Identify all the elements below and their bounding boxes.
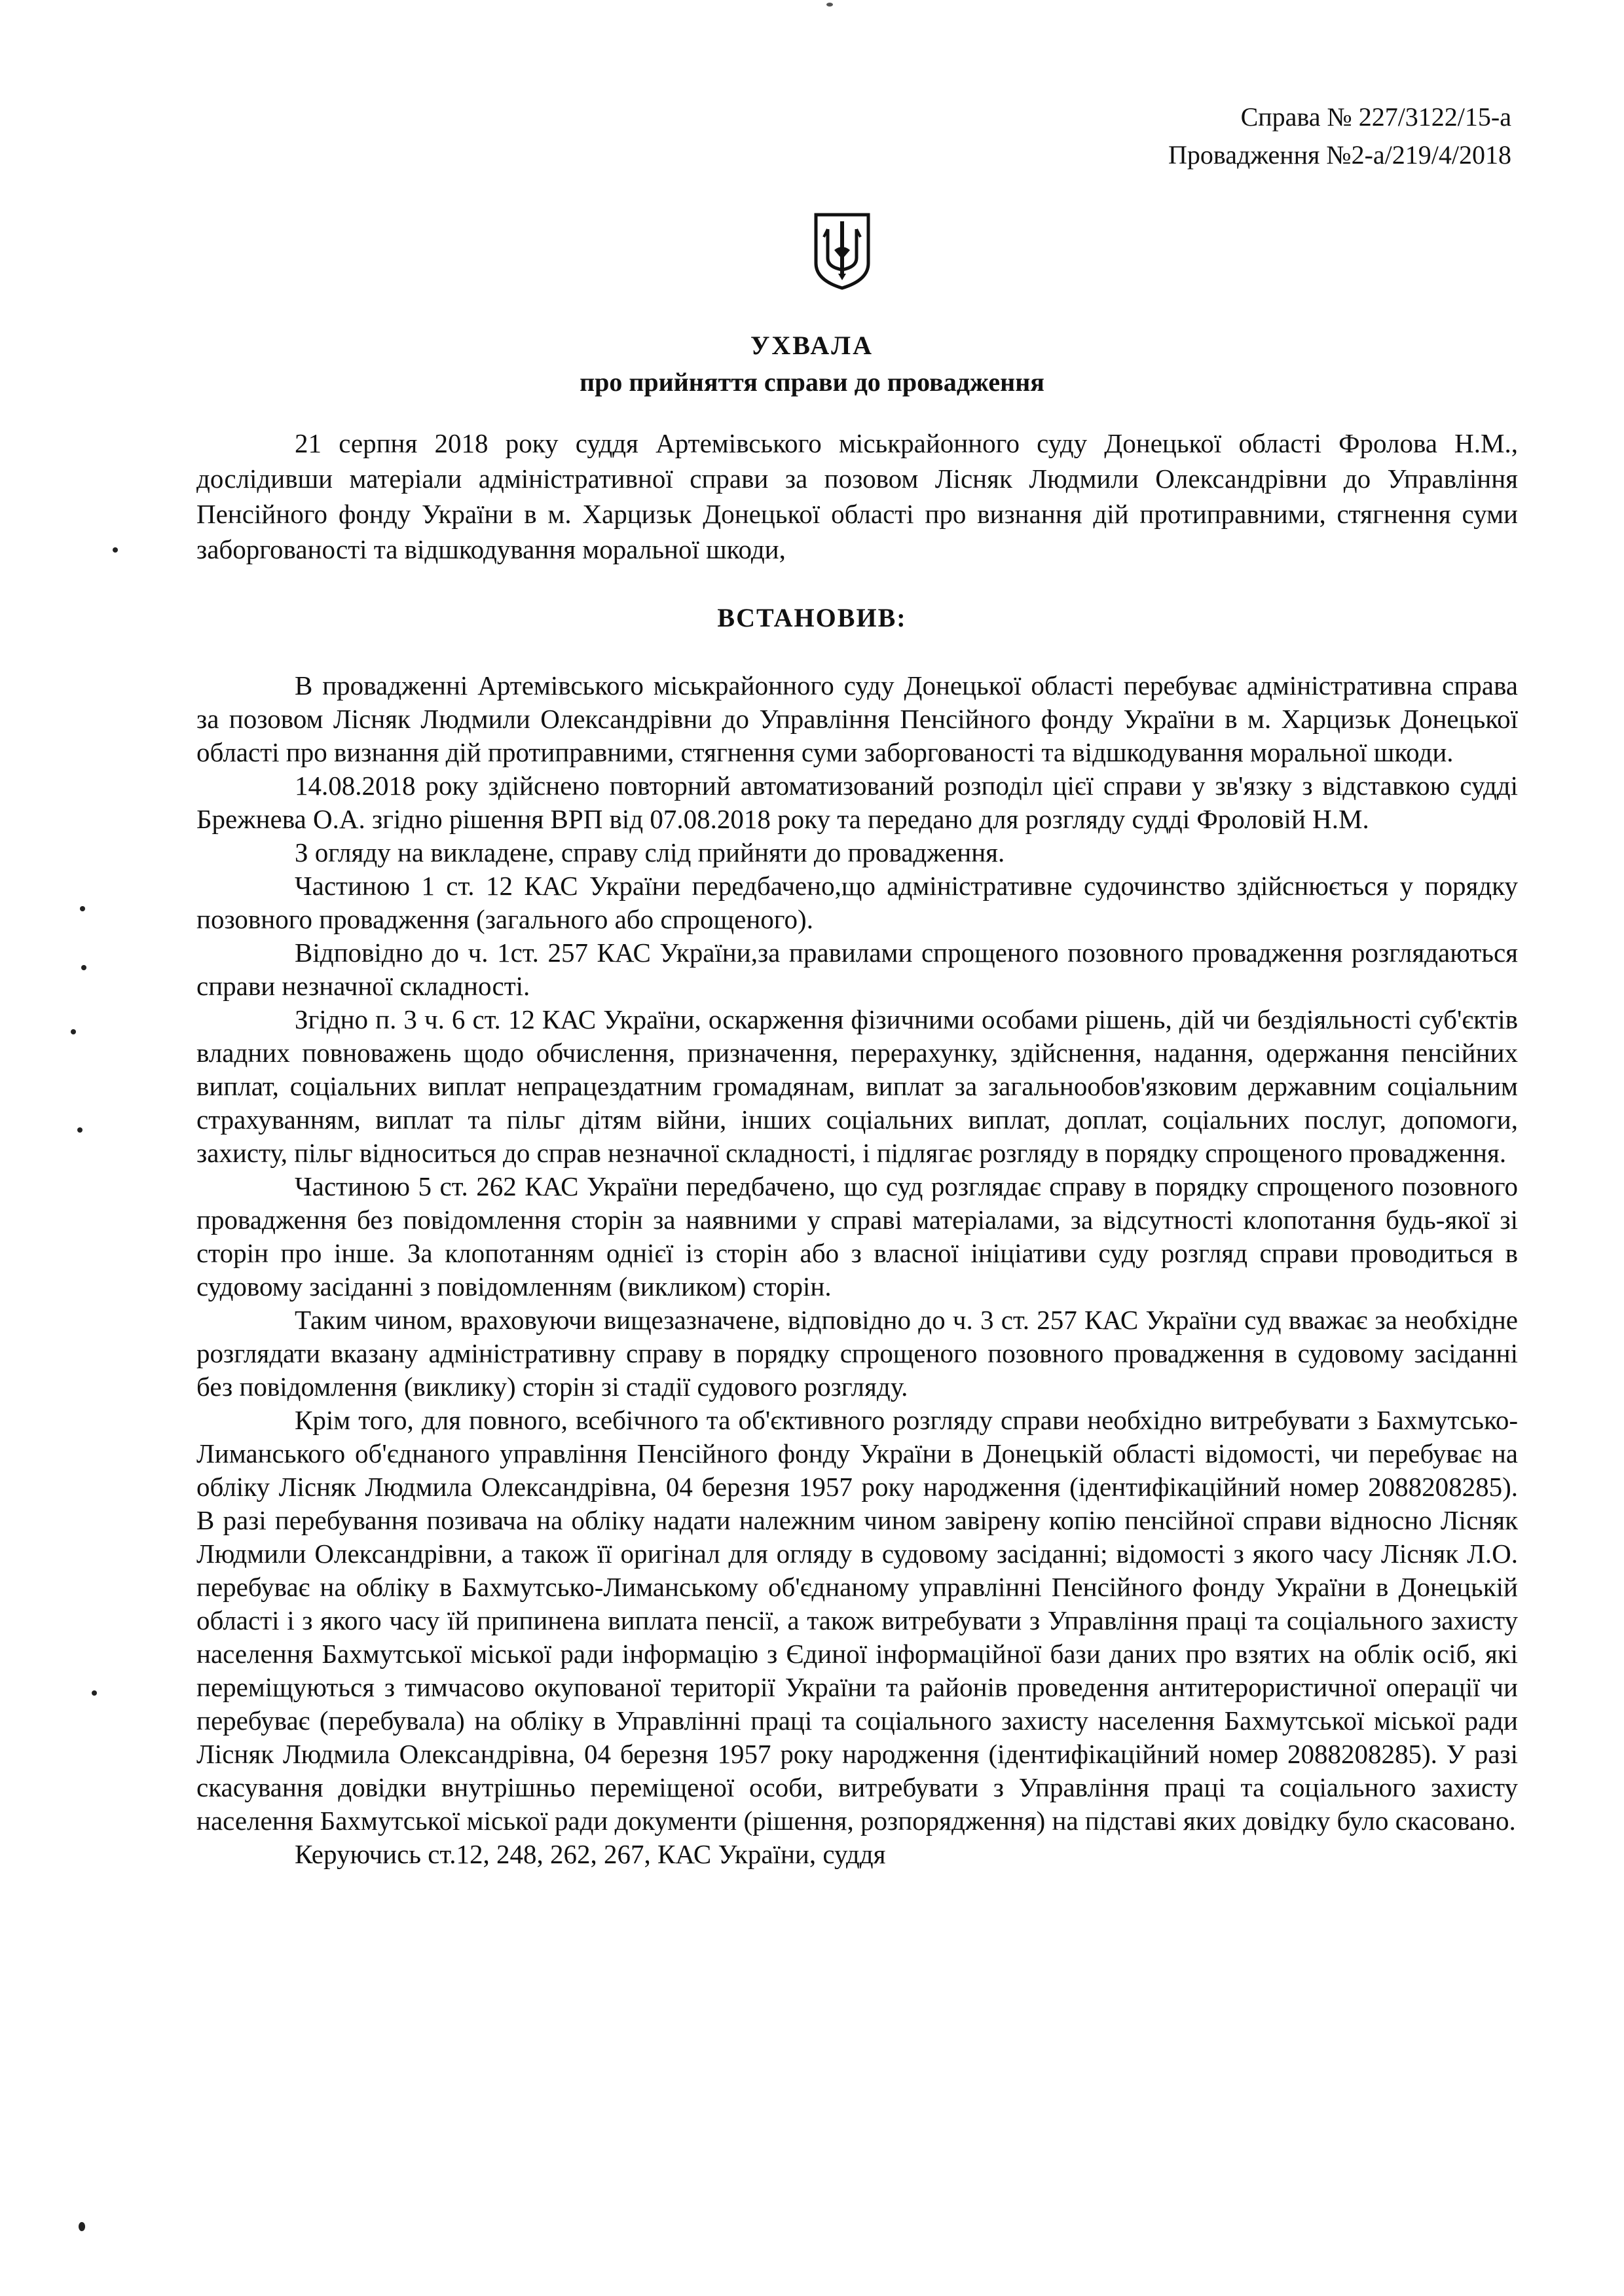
- trident-coat-of-arms-icon: [812, 211, 872, 291]
- body-paragraph: Керуючись ст.12, 248, 262, 267, КАС України, суддя: [295, 1839, 886, 1869]
- body-paragraph: В провадженні Артемівського міськрайонного суду Донецької області перебуває адміністративна справа за позовом Лісняк Людмили Олександрівни до Управління Пенсійного фонду України в м. Харцизьк Донецької області про визнання дій протиправними, стягнення суми заборгованості та відшкодування моральної шкоди.: [196, 670, 1518, 767]
- body-paragraph: З огляду на викладене, справу слід прийняти до провадження.: [295, 837, 1005, 867]
- scan-speck: [826, 3, 833, 7]
- document-body: [196, 669, 1518, 1871]
- body-paragraph: Таким чином, враховуючи вищезазначене, відповідно до ч. 3 ст. 257 КАС України суд вважає за необхідне розглядати вказану адміністративну справу в порядку спрощеного позовного провадження в судовому засіданні без повідомлення (виклику) сторін зі стадії судового розгляду.: [196, 1305, 1518, 1402]
- body-paragraph: Відповідно до ч. 1ст. 257 КАС України,за правилами спрощеного позовного провадження розглядаються справи незначної складності.: [196, 938, 1518, 1001]
- document-title-block: [0, 327, 1624, 401]
- case-reference: [1168, 98, 1511, 174]
- body-paragraph: 14.08.2018 року здійснено повторний автоматизований розподіл цієї справи у зв'язку з відставкою судді Брежнева О.А. згідно рішення ВРП від 07.08.2018 року та передано для розгляду судді Фроловій Н.М.: [196, 771, 1518, 834]
- body-paragraph: Частиною 1 ст. 12 КАС України передбачено,що адміністративне судочинство здійснюється у порядку позовного провадження (загального або спрощеного).: [196, 871, 1518, 934]
- body-paragraph: Крім того, для повного, всебічного та об'єктивного розгляду справи необхідно витребувати з Бахмутсько-Лиманського об'єднаного управління Пенсійного фонду України в Донецькій області відомості, чи перебуває на обліку Лісняк Людмила Олександрівна, 04 березня 1957 року народження (ідентифікаційний номер 2088208285). В разі перебування позивача на обліку надати належним чином завірену копію пенсійної справи відносно Лісняк Людмили Олександрівни, а також її оригінал для огляду в судовому засіданні; відомості з якого часу Лісняк Л.О. перебуває на обліку в Бахмутсько-Лиманському об'єднаному управлінні Пенсійного фонду України в Донецькій області і з якого часу їй припинена виплата пенсії, а також витребувати з Управління праці та соціального захисту населення Бахмутської міської ради інформацію з Єдиної інформаційної бази даних про взятих на облік осіб, які переміщуються з тимчасово окупованої території України та районів проведення антитерористичної операції чи перебуває (перебувала) на обліку в Управлінні праці та соціального захисту населення Бахмутської міської ради Лісняк Людмила Олександрівна, 04 березня 1957 року народження (ідентифікаційний номер 2088208285). У разі скасування довідки внутрішньо переміщеної особи, витребувати з Управління праці та соціального захисту населення Бахмутської міської ради документи (рішення, розпорядження) на підставі яких довідку було скасовано.: [196, 1405, 1518, 1836]
- intro-paragraph: 21 серпня 2018 року суддя Артемівського міськрайонного суду Донецької області Фролова Н.М., дослідивши матеріали адміністративної справи за позовом Лісняк Людмили Олександрівни до Управління Пенсійного фонду України в м. Харцизьк Донецької області про визнання дій протиправними, стягнення суми заборгованості та відшкодування моральної шкоди,: [196, 428, 1518, 564]
- case-number: Справа № 227/3122/15-а: [1240, 102, 1511, 132]
- section-heading: ВСТАНОВИВ:: [717, 603, 907, 632]
- body-paragraph: Згідно п. 3 ч. 6 ст. 12 КАС України, оскарження фізичними особами рішень, дій чи бездіяльності суб'єктів владних повноважень щодо обчислення, призначення, перерахунку, здійснення, надання, одержання пенсійних виплат, соціальних виплат непрацездатним громадянам, виплат за загальнообов'язковим державним соціальним страхуванням, виплат та пільг дітям війни, інших соціальних виплат, доплат, соціальних послуг, допомоги, захисту, пільг відноситься до справ незначної складності, і підлягає розгляду в порядку спрощеного провадження.: [196, 1004, 1518, 1168]
- body-paragraph: Частиною 5 ст. 262 КАС України передбачено, що суд розглядає справу в порядку спрощеного позовного провадження без повідомлення сторін за наявними у справі матеріалами, за відсутності клопотання будь-якої зі сторін про інше. За клопотанням однієї із сторін або з власної ініціативи суду розгляд справи проводиться в судовому засіданні з повідомленням (викликом) сторін.: [196, 1171, 1518, 1302]
- document-title: УХВАЛА: [750, 331, 874, 360]
- document-subtitle: про прийняття справи до провадження: [580, 367, 1044, 397]
- proceeding-number: Провадження №2-а/219/4/2018: [1168, 140, 1511, 170]
